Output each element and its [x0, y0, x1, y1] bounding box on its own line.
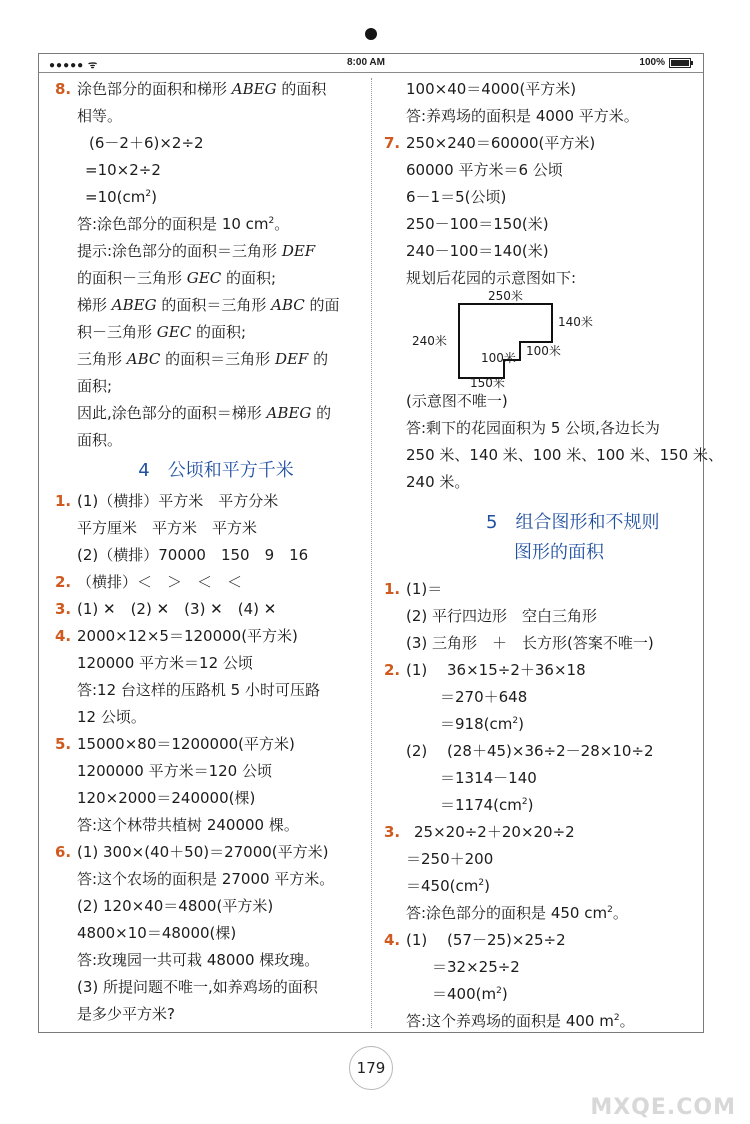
hint-line: 面积。 — [77, 431, 123, 449]
italic-text: DEF — [281, 242, 316, 260]
label-top: 250米 — [488, 289, 523, 303]
hint-line — [55, 346, 377, 373]
status-time: 8:00 AM — [347, 57, 385, 68]
problem-number: 2. — [55, 573, 72, 591]
text-line: (示意图不唯一) — [406, 392, 508, 410]
text: ＝400(m — [432, 985, 497, 1003]
label-inner-vertical: 100米 — [481, 351, 516, 365]
text: ＝450(cm — [406, 877, 479, 895]
text: 的面 — [304, 296, 340, 314]
italic-text: GEC — [156, 323, 192, 341]
italic-text: ABC — [271, 296, 305, 314]
text: 。 — [274, 215, 290, 233]
problem-6-line — [55, 839, 377, 866]
text: (1) 36×15÷2＋36×18 — [406, 661, 586, 679]
text-line: 60000 平方米＝6 公顷 — [406, 161, 563, 179]
text: ＝1174(cm — [440, 796, 522, 814]
section-heading-5: 5 组合图形和不规则 — [486, 512, 660, 533]
italic-text: ABC — [126, 350, 161, 368]
text: 。 — [619, 1012, 635, 1030]
tablet-screen — [38, 53, 723, 1033]
text-line: 240 米。 — [406, 473, 470, 491]
problem-number: 3. — [55, 600, 72, 618]
answer-line — [384, 1008, 702, 1035]
text: （横排）＜ ＞ ＜ ＜ — [77, 573, 243, 591]
problem-number: 6. — [55, 843, 72, 861]
text: 因此,涂色部分的面积＝梯形 — [77, 404, 267, 422]
equation-line: (2) (28＋45)×36÷2－28×10÷2 — [406, 742, 654, 760]
page-number: 179 — [349, 1046, 393, 1090]
text: 的面积－三角形 — [77, 269, 187, 287]
label-left: 240米 — [412, 334, 447, 348]
text: 的面积 — [276, 80, 327, 98]
problem-1-line — [55, 488, 377, 515]
text: ) — [484, 877, 490, 895]
superscript: 2 — [268, 216, 275, 226]
right-column — [384, 76, 723, 1035]
text: 25×20÷2＋20×20÷2 — [414, 823, 575, 841]
italic-text: GEC — [186, 269, 222, 287]
text-line: (3) 三角形 ＋ 长方形(答案不唯一) — [406, 634, 654, 652]
text-line: 250－100＝150(米) — [406, 215, 549, 233]
text-line: 12 公顷。 — [77, 708, 146, 726]
text: ) — [518, 715, 524, 733]
problem-number: 3. — [384, 823, 401, 841]
text-line: 250 米、140 米、100 米、100 米、150 米、 — [406, 446, 723, 464]
text: =10(cm — [85, 188, 146, 206]
problem-2-line — [55, 569, 377, 596]
hint-line — [55, 292, 377, 319]
text: 积－三角形 — [77, 323, 157, 341]
problem-7-line — [384, 130, 702, 157]
answer-line: 答:这个农场的面积是 27000 平方米。 — [77, 870, 335, 888]
equation-line: =10×2÷2 — [85, 161, 161, 179]
problem-8-line — [55, 76, 377, 103]
text-line: 100×40＝4000(平方米) — [406, 80, 577, 98]
text: 15000×80＝1200000(平方米) — [77, 735, 295, 753]
text: 答:这个养鸡场的面积是 400 m — [406, 1012, 614, 1030]
equation-line: ＝1314－140 — [440, 769, 537, 787]
equation-line — [384, 792, 702, 819]
text: (1)＝ — [406, 580, 443, 598]
text: 的面积＝三角形 — [160, 350, 275, 368]
hint-line — [55, 319, 377, 346]
camera-dot — [365, 28, 377, 40]
garden-diagram — [384, 289, 702, 390]
equation-line — [384, 981, 702, 1008]
text: 涂色部分的面积和梯形 — [77, 80, 232, 98]
problem-4-line — [384, 927, 702, 954]
text-line: (2) 120×40＝4800(平方米) — [77, 897, 274, 915]
superscript: 2 — [613, 1013, 620, 1023]
l-shape-outline — [459, 304, 552, 378]
problem-4-line — [55, 623, 377, 650]
text: 提示:涂色部分的面积＝三角形 — [77, 242, 282, 260]
text: (1) (57－25)×25÷2 — [406, 931, 566, 949]
text: 的面积; — [221, 269, 277, 287]
status-bar — [39, 54, 703, 73]
label-right: 140米 — [558, 315, 593, 329]
equation-line — [384, 873, 702, 900]
text: 答:涂色部分的面积是 450 cm — [406, 904, 608, 922]
problem-3-line — [55, 596, 377, 623]
text-line: (2)（横排）70000 150 9 16 — [77, 546, 309, 564]
text-line: 1200000 平方米＝120 公顷 — [77, 762, 272, 780]
italic-text: ABEG — [231, 80, 277, 98]
text: 的 — [308, 350, 329, 368]
equation-line: (6－2＋6)×2÷2 — [89, 134, 204, 152]
italic-text: ABEG — [111, 296, 157, 314]
text: ＝918(cm — [440, 715, 513, 733]
battery-percent: 100% — [639, 57, 665, 68]
text-line: 相等。 — [77, 107, 123, 125]
text-line: 是多少平方米? — [77, 1005, 175, 1023]
text-line: 120×2000＝240000(棵) — [77, 789, 256, 807]
text-line: 平方厘米 平方米 平方米 — [77, 519, 258, 537]
spacer — [384, 568, 702, 576]
equation-line: ＝250＋200 — [406, 850, 494, 868]
answer-line — [55, 211, 377, 238]
left-column — [55, 76, 377, 1028]
text: ) — [527, 796, 534, 814]
superscript: 2 — [607, 905, 613, 915]
battery-status — [639, 57, 691, 68]
signal-indicator: ●●●●● ᯤ — [49, 60, 99, 71]
battery-icon — [669, 58, 691, 68]
text-line: (3) 所提问题不唯一,如养鸡场的面积 — [77, 978, 318, 996]
text: 梯形 — [77, 296, 112, 314]
text-line: 4800×10＝48000(棵) — [77, 924, 237, 942]
text: 。 — [612, 904, 628, 922]
watermark: MXQE.COM — [590, 1095, 736, 1120]
problem-number: 5. — [55, 735, 72, 753]
text-line: (2) 平行四边形 空白三角形 — [406, 607, 598, 625]
answer-line: 答:玫瑰园一共可栽 48000 棵玫瑰。 — [77, 951, 320, 969]
problem-number: 4. — [55, 627, 72, 645]
superscript: 2 — [145, 189, 152, 199]
equation-line — [55, 184, 377, 211]
text: 的面积＝三角形 — [156, 296, 272, 314]
label-bottom: 150米 — [470, 376, 505, 390]
problem-1-line — [384, 576, 702, 603]
problem-number: 1. — [384, 580, 401, 598]
text: 的面积; — [191, 323, 247, 341]
equation-line — [384, 711, 702, 738]
text: (1) ✕ (2) ✕ (3) ✕ (4) ✕ — [77, 600, 277, 618]
answer-line: 答:这个林带共植树 240000 棵。 — [77, 816, 299, 834]
italic-text: ABEG — [266, 404, 312, 422]
section-heading-5-line2: 图形的面积 — [514, 542, 604, 563]
hint-line: 面积; — [77, 377, 113, 395]
superscript: 2 — [496, 986, 502, 996]
text: 250×240＝60000(平方米) — [406, 134, 596, 152]
superscript: 2 — [478, 878, 485, 888]
hint-line — [55, 265, 377, 292]
equation-line: ＝32×25÷2 — [432, 958, 520, 976]
equation-line: ＝270＋648 — [440, 688, 528, 706]
superscript: 2 — [512, 716, 519, 726]
text: 2000×12×5＝120000(平方米) — [77, 627, 298, 645]
answer-line: 答:12 台这样的压路机 5 小时可压路 — [77, 681, 320, 699]
answer-line: 答:剩下的花园面积为 5 公顷,各边长为 — [406, 419, 660, 437]
text: ) — [151, 188, 157, 206]
text-line: 120000 平方米＝12 公顷 — [77, 654, 253, 672]
problem-number: 8. — [55, 80, 72, 98]
italic-text: DEF — [274, 350, 309, 368]
text: (1)（横排）平方米 平方分米 — [77, 492, 279, 510]
hint-line — [55, 400, 377, 427]
hint-line — [55, 238, 377, 265]
problem-number: 2. — [384, 661, 401, 679]
spacer — [384, 496, 702, 508]
text: (1) 300×(40＋50)＝27000(平方米) — [77, 843, 329, 861]
answer-line: 答:养鸡场的面积是 4000 平方米。 — [406, 107, 639, 125]
text-line: 6－1＝5(公顷) — [406, 188, 507, 206]
problem-3-line — [384, 819, 702, 846]
problem-2-line — [384, 657, 702, 684]
section-heading-4: 4 公顷和平方千米 — [138, 460, 294, 481]
problem-5-line — [55, 731, 377, 758]
problem-number: 1. — [55, 492, 72, 510]
text-line: 240－100＝140(米) — [406, 242, 549, 260]
label-inner-horizontal: 100米 — [526, 344, 561, 358]
superscript: 2 — [521, 797, 528, 807]
text: 的 — [311, 404, 332, 422]
answer-line — [384, 900, 702, 927]
text: 答:涂色部分的面积是 10 cm — [77, 215, 269, 233]
problem-number: 7. — [384, 134, 401, 152]
text-line: 规划后花园的示意图如下: — [406, 269, 577, 287]
problem-number: 4. — [384, 931, 401, 949]
text: ) — [501, 985, 508, 1003]
text: 三角形 — [77, 350, 127, 368]
